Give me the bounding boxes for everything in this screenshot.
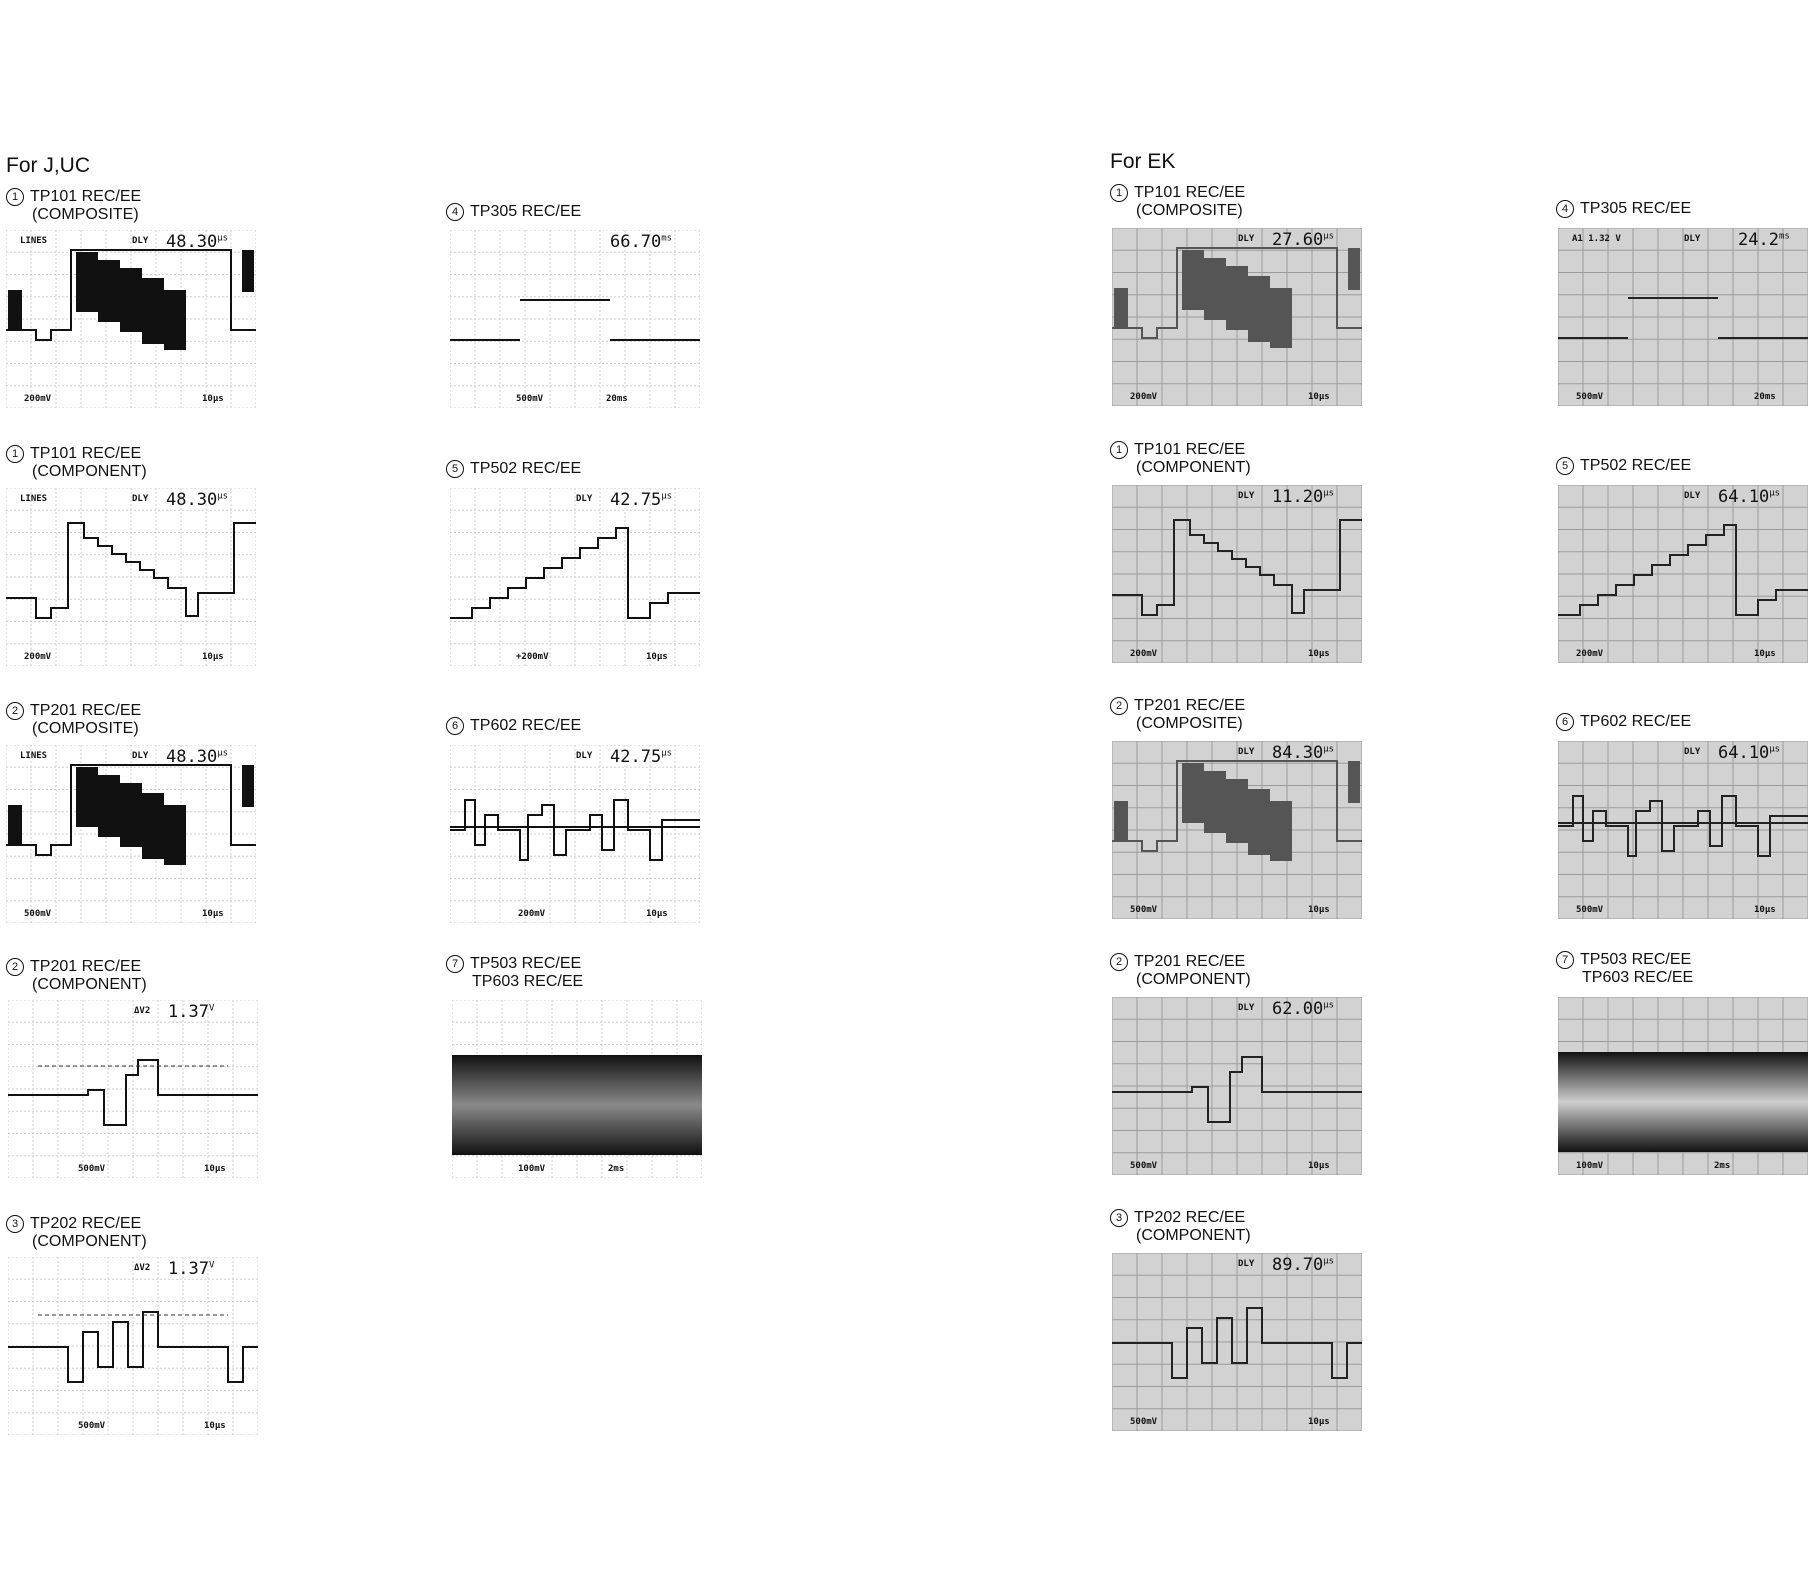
caption-ek-tp602: 6 TP602 REC/EE xyxy=(1556,713,1691,731)
scope-juc-tp202-component: ΔV2 $1.37^V$ 500mV 10µs xyxy=(8,1257,258,1435)
caption-ek-tp502: 5 TP502 REC/EE xyxy=(1556,457,1691,475)
caption-ek-tp101-composite: 1 TP101 REC/EE (COMPOSITE) xyxy=(1110,184,1245,220)
scope-juc-tp101-component: LINES DLY $48.30^{\mu s}$ 200mV 10µs xyxy=(6,488,256,666)
oscilloscope-screen xyxy=(1558,485,1808,663)
circled-number: 3 xyxy=(6,1215,24,1233)
circled-number: 3 xyxy=(1110,1209,1128,1227)
caption-ek-tp101-component: 1 TP101 REC/EE (COMPONENT) xyxy=(1110,441,1251,477)
scope-juc-tp101-composite: LINES DLY $48.30^{\mu s}$ 200mV 10µs xyxy=(6,230,256,408)
circled-number: 5 xyxy=(446,460,464,478)
scope-ek-tp201-composite: DLY $84.30^{\mu s}$ 500mV 10µs xyxy=(1112,741,1362,919)
oscilloscope-screen xyxy=(1558,997,1808,1175)
scope-juc-tp502: DLY $42.75^{\mu s}$ +200mV 10µs xyxy=(450,488,700,666)
circled-number: 2 xyxy=(1110,953,1128,971)
oscilloscope-screen xyxy=(6,745,256,923)
caption-juc-tp202-component: 3 TP202 REC/EE (COMPONENT) xyxy=(6,1215,147,1251)
oscilloscope-screen xyxy=(1112,228,1362,406)
caption-ek-tp202-component: 3 TP202 REC/EE (COMPONENT) xyxy=(1110,1209,1251,1245)
caption-juc-tp201-composite: 2 TP201 REC/EE (COMPOSITE) xyxy=(6,702,141,738)
caption-juc-tp503: 7 TP503 REC/EE TP603 REC/EE xyxy=(446,955,583,991)
scope-ek-tp502: DLY $64.10^{\mu s}$ 200mV 10µs xyxy=(1558,485,1808,663)
circled-number: 1 xyxy=(6,445,24,463)
scope-ek-tp602: DLY $64.10^{\mu s}$ 500mV 10µs xyxy=(1558,741,1808,919)
caption-juc-tp101-composite: 1 TP101 REC/EE (COMPOSITE) xyxy=(6,188,141,224)
circled-number: 5 xyxy=(1556,457,1574,475)
scope-ek-tp202-component: DLY $89.70^{\mu s}$ 500mV 10µs xyxy=(1112,1253,1362,1431)
oscilloscope-screen xyxy=(1558,741,1808,919)
section-title-ek: For EK xyxy=(1110,150,1176,173)
oscilloscope-screen xyxy=(1558,228,1808,406)
circled-number: 6 xyxy=(446,717,464,735)
circled-number: 2 xyxy=(6,958,24,976)
scope-juc-tp201-composite: LINES DLY $48.30^{\mu s}$ 500mV 10µs xyxy=(6,745,256,923)
oscilloscope-screen xyxy=(1112,1253,1362,1431)
scope-juc-tp503: 100mV 2ms xyxy=(452,1000,702,1178)
oscilloscope-screen xyxy=(450,230,700,408)
scope-juc-tp305: $66.70^{ms}$ 500mV 20ms xyxy=(450,230,700,408)
caption-juc-tp602: 6 TP602 REC/EE xyxy=(446,717,581,735)
caption-juc-tp502: 5 TP502 REC/EE xyxy=(446,460,581,478)
circled-number: 1 xyxy=(1110,184,1128,202)
caption-ek-tp503: 7 TP503 REC/EE TP603 REC/EE xyxy=(1556,951,1693,987)
circled-number: 4 xyxy=(1556,200,1574,218)
oscilloscope-screen xyxy=(450,488,700,666)
oscilloscope-screen xyxy=(450,745,700,923)
caption-juc-tp305: 4 TP305 REC/EE xyxy=(446,203,581,221)
caption-ek-tp201-component: 2 TP201 REC/EE (COMPONENT) xyxy=(1110,953,1251,989)
circled-number: 7 xyxy=(446,955,464,973)
oscilloscope-screen xyxy=(6,230,256,408)
circled-number: 4 xyxy=(446,203,464,221)
scope-ek-tp101-composite: DLY $27.60^{\mu s}$ 200mV 10µs xyxy=(1112,228,1362,406)
oscilloscope-screen xyxy=(1112,741,1362,919)
scope-ek-tp503: 100mV 2ms xyxy=(1558,997,1808,1175)
scope-ek-tp305: A1 1.32 V DLY $24.2^{ms}$ 500mV 20ms xyxy=(1558,228,1808,406)
caption-ek-tp305: 4 TP305 REC/EE xyxy=(1556,200,1691,218)
caption-juc-tp101-component: 1 TP101 REC/EE (COMPONENT) xyxy=(6,445,147,481)
circled-number: 2 xyxy=(6,702,24,720)
scope-ek-tp101-component: DLY $11.20^{\mu s}$ 200mV 10µs xyxy=(1112,485,1362,663)
caption-juc-tp201-component: 2 TP201 REC/EE (COMPONENT) xyxy=(6,958,147,994)
oscilloscope-screen xyxy=(6,488,256,666)
section-title-juc: For J,UC xyxy=(6,154,90,177)
oscilloscope-screen xyxy=(1112,997,1362,1175)
circled-number: 1 xyxy=(6,188,24,206)
circled-number: 6 xyxy=(1556,713,1574,731)
scope-juc-tp201-component: ΔV2 $1.37^V$ 500mV 10µs xyxy=(8,1000,258,1178)
caption-ek-tp201-composite: 2 TP201 REC/EE (COMPOSITE) xyxy=(1110,697,1245,733)
circled-number: 7 xyxy=(1556,951,1574,969)
oscilloscope-screen xyxy=(8,1257,258,1435)
scope-ek-tp201-component: DLY $62.00^{\mu s}$ 500mV 10µs xyxy=(1112,997,1362,1175)
circled-number: 1 xyxy=(1110,441,1128,459)
scope-juc-tp602: DLY $42.75^{\mu s}$ 200mV 10µs xyxy=(450,745,700,923)
oscilloscope-screen xyxy=(8,1000,258,1178)
oscilloscope-screen xyxy=(1112,485,1362,663)
circled-number: 2 xyxy=(1110,697,1128,715)
oscilloscope-screen xyxy=(452,1000,702,1178)
